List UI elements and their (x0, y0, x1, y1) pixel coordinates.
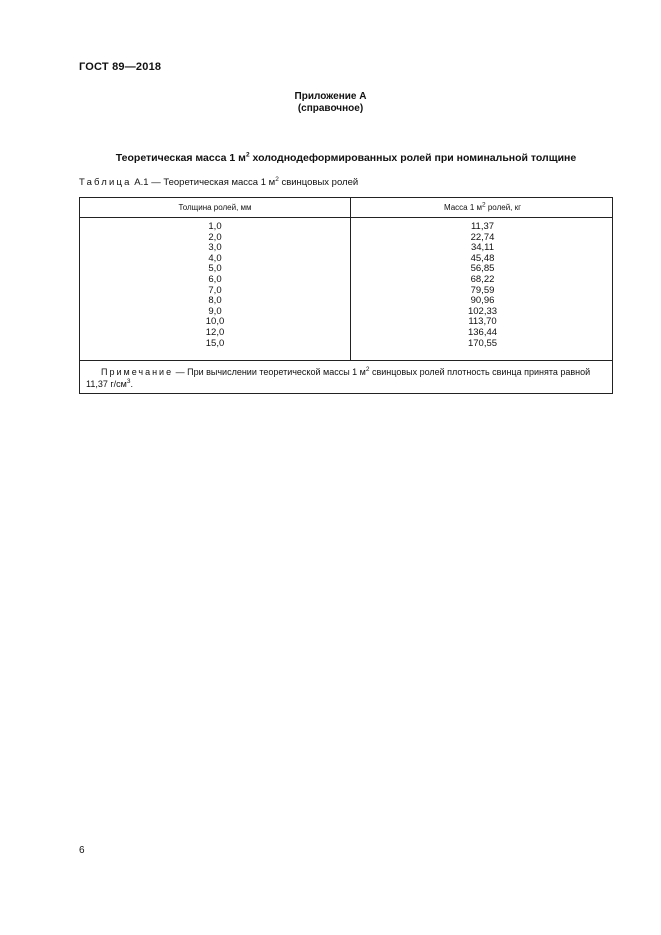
table-cell: 11,37 (470, 221, 495, 232)
table-row: 6,0 (208, 273, 222, 285)
table-cell: 136,44 (467, 326, 498, 338)
thickness-column (80, 222, 350, 349)
column-header-mass: Масса 1 $м^2$ ролей, кг (443, 201, 522, 212)
mass-column (351, 222, 614, 349)
column-header-thickness: Толщина ролей, мм (178, 203, 252, 212)
table-row: 2,0 (208, 231, 222, 243)
section-title: Теоретическая масса 1 $м^2$ холоднодеформированных ролей при номинальной толщине (115, 151, 577, 164)
appendix-subtitle: (справочное) (297, 103, 364, 114)
table-note: Примечание — При вычислении теоретической массы 1 $м^2$ свинцовых ролей плотность свинца принята равной 11,37 $г/см^3$. (86, 366, 591, 389)
table-cell: 113,70 (468, 316, 497, 328)
table-cell: 34,11 (470, 242, 495, 254)
table-row: 15,0 (205, 337, 225, 349)
table-header (80, 198, 612, 218)
table-cell: 22,74 (470, 231, 495, 243)
table-row: 3,0 (208, 242, 222, 254)
table-cell: 102,33 (467, 305, 498, 317)
table-row: 4,0 (208, 252, 222, 264)
table-row: 9,0 (208, 305, 222, 317)
table-row: 10,0 (205, 316, 225, 328)
appendix-title: Приложение А (294, 91, 367, 102)
table-row: 5,0 (208, 263, 222, 275)
table-row: 7,0 (208, 284, 222, 296)
table-cell: 45,48 (470, 252, 495, 264)
table-cell: 79,59 (470, 284, 495, 296)
table-cell: 56,85 (470, 263, 495, 275)
mass-table (79, 197, 613, 394)
table-cell: 68,22 (470, 273, 495, 285)
table-cell: 90,96 (470, 295, 495, 307)
table-row: 1,0 (208, 221, 222, 232)
page-number: 6 (79, 845, 85, 856)
table-cell: 170,55 (467, 337, 498, 349)
table-row: 12,0 (205, 326, 225, 338)
table-row: 8,0 (208, 295, 222, 307)
table-caption: Таблица А.1 — Теоретическая масса 1 $м^2$ свинцовых ролей (79, 175, 359, 188)
note-divider (80, 360, 612, 361)
document-id: ГОСТ 89—2018 (79, 61, 162, 73)
